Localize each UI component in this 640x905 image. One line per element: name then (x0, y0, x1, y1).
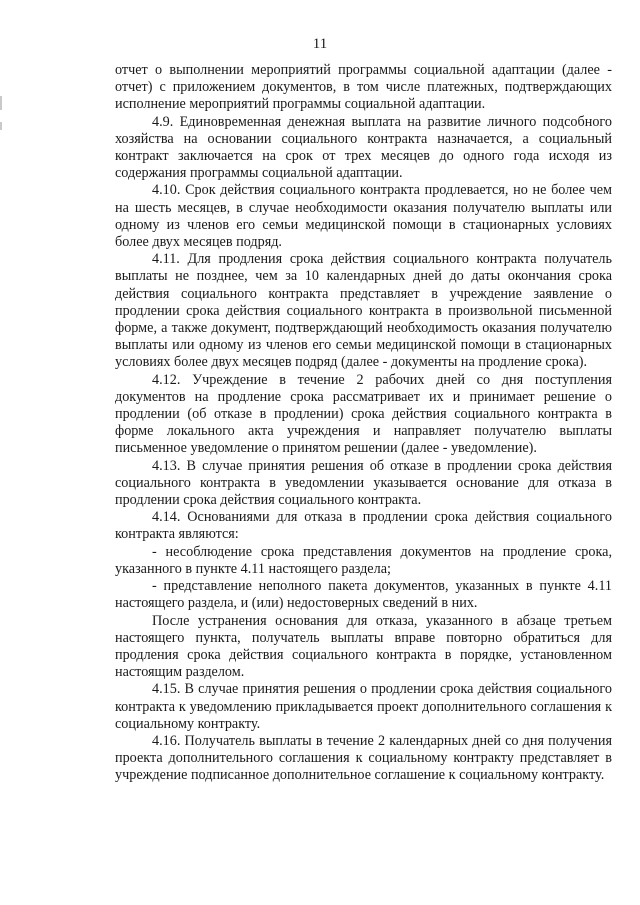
paragraph-4-16: 4.16. Получатель выплаты в течение 2 календарных дней со дня получения проекта дополнительного соглашения к социальному контракту представляет в учреждение подписанное дополнительное соглашение к социальному контракту. (115, 732, 612, 784)
paragraph-4-15: 4.15. В случае принятия решения о продлении срока действия социального контракта к уведомлению прикладывается проект дополнительного соглашения к социальному контракту. (115, 681, 612, 732)
paragraph-4-13: 4.13. В случае принятия решения об отказе в продлении срока действия социального контракта в уведомлении указывается основание для отказа в продлении срока действия социального контракта. (115, 457, 612, 509)
paragraph-4-11: 4.11. Для продления срока действия социального контракта получатель выплаты не позднее, чем за 10 календарных дней до даты окончания срока действия социального контракта представляет в учреждение заявление о продлении срока действия социального контракта в произвольной письменной форме, а также документ, подтверждающий необходимость оказания получателю выплаты или одному из членов его семьи медицинской помощи в стационарных условиях более двух месяцев подряд (далее - документы на продление срока). (115, 251, 612, 371)
paragraph-4-10: 4.10. Срок действия социального контракта продлевается, но не более чем на шесть месяцев, в случае необходимости оказания получателю выплаты или одному из членов его семьи медицинской помощи в стационарных условиях более двух месяцев подряд. (115, 182, 612, 251)
page-number: 11 (312, 36, 328, 52)
paragraph-4-12: 4.12. Учреждение в течение 2 рабочих дней со дня поступления документов на продление срока рассматривает их и принимает решение о продлении (об отказе в продлении) срока действия социального контракта в форме локального акта учреждения и направляет получателю выплаты письменное уведомление о принятом решении (далее - уведомление). (115, 371, 612, 457)
document-body (115, 62, 612, 785)
paragraph-4-14: 4.14. Основаниями для отказа в продлении срока действия социального контракта являются: (115, 509, 612, 543)
scan-edge-mark-top (0, 96, 2, 110)
scan-edge-mark-bottom (0, 122, 2, 130)
list-item-late-submission: - несоблюдение срока представления документов на продление срока, указанного в пункте 4.11 настоящего раздела; (115, 543, 612, 577)
paragraph-4-9: 4.9. Единовременная денежная выплата на развитие личного подсобного хозяйства на основании социального контракта назначается, а социальный контракт заключается на срок от трех месяцев до одного года исходя из содержания программы социальной адаптации. (115, 113, 612, 182)
list-item-incomplete-documents: - представление неполного пакета документов, указанных в пункте 4.11 настоящего раздела, и (или) недостоверных сведений в них. (115, 578, 612, 612)
paragraph-continuation: отчет о выполнении мероприятий программы социальной адаптации (далее - отчет) с приложением документов, в том числе платежных, подтверждающих исполнение мероприятий программы социальной адаптации. (115, 62, 612, 113)
paragraph-4-14-resubmission: После устранения основания для отказа, указанного в абзаце третьем настоящего пункта, получатель выплаты вправе повторно обратиться для продления срока действия социального контракта в порядке, установленном настоящим разделом. (115, 612, 612, 681)
